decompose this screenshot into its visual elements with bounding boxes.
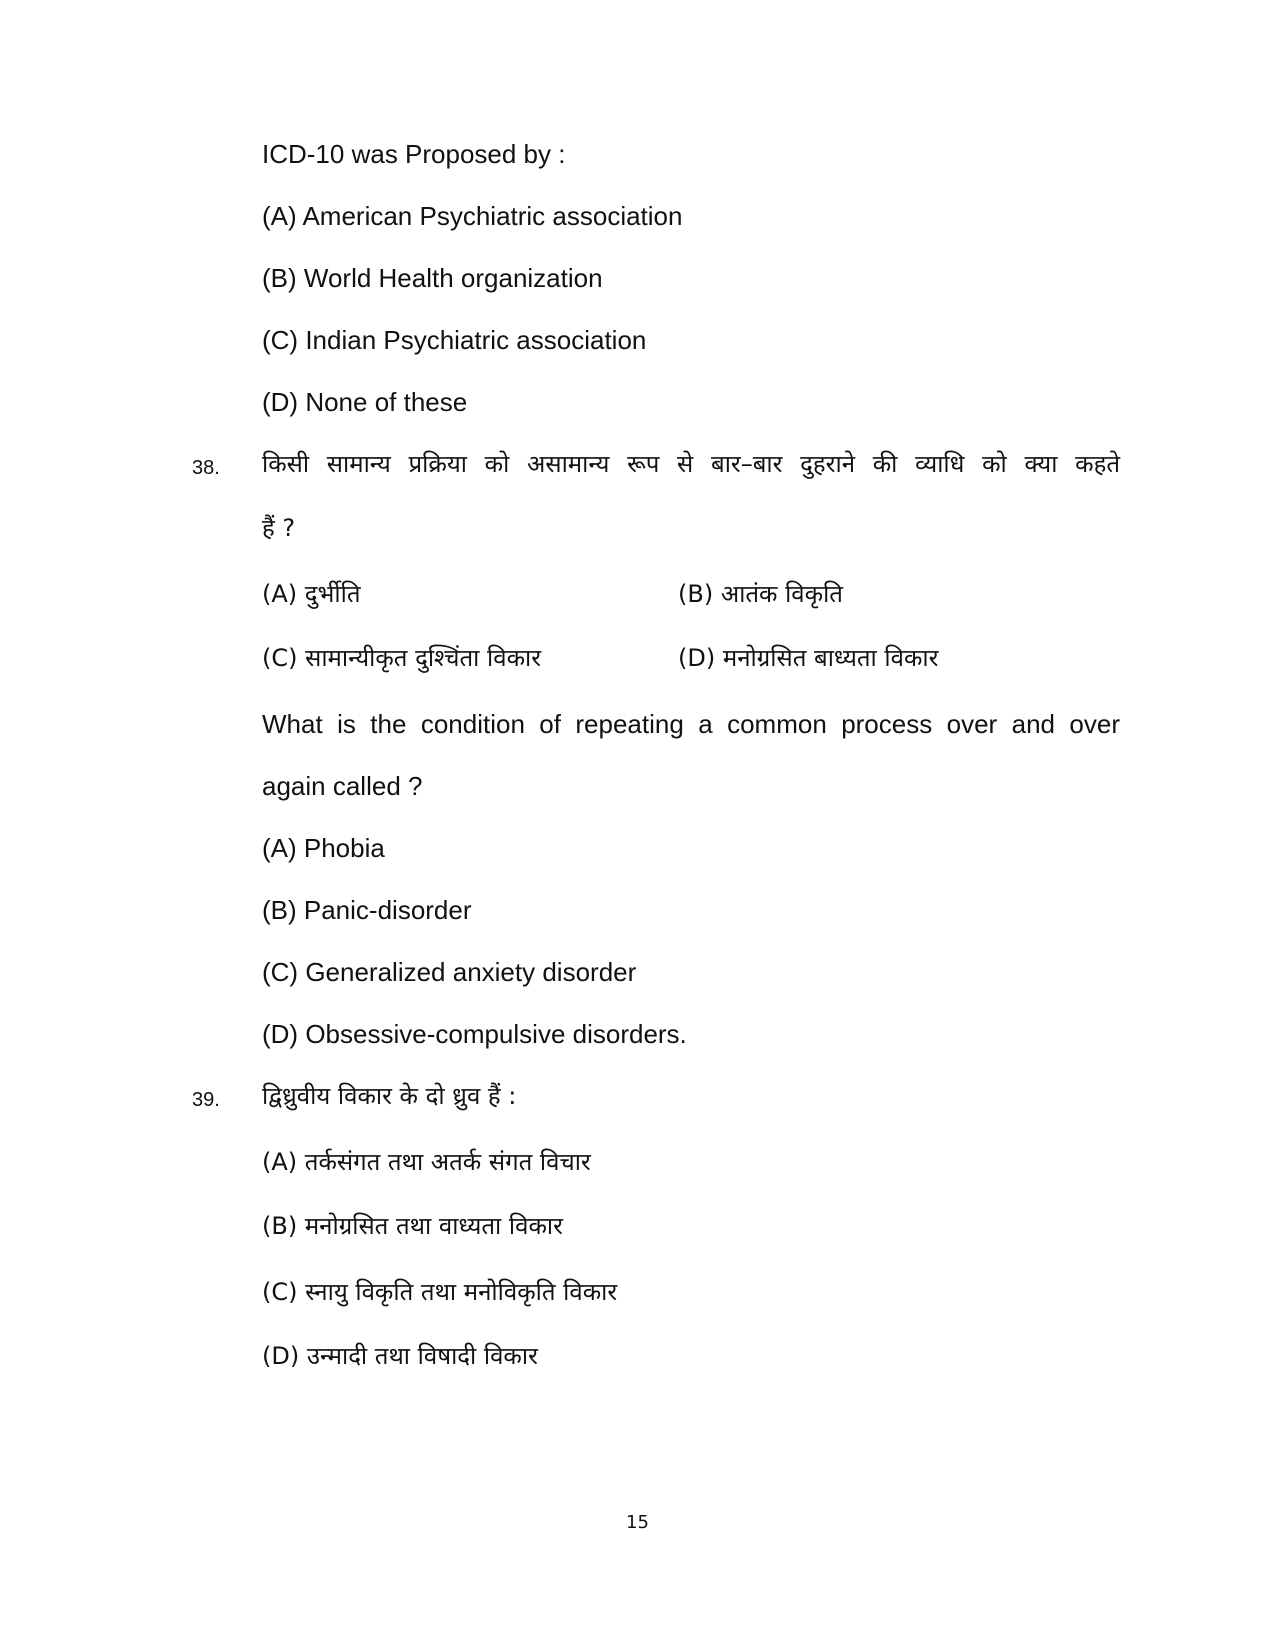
- q38-hindi-option-c: (C) सामान्यीकृत दुश्चिंता विकार: [262, 644, 542, 672]
- q38-hindi-option-b: (B) आतंक विकृति: [678, 580, 843, 608]
- q39-question-hindi: द्विध्रुवीय विकार के दो ध्रुव हैं :: [262, 1082, 517, 1110]
- q39-hindi-option-d: (D) उन्मादी तथा विषादी विकार: [262, 1342, 538, 1370]
- q38-hindi-option-a: (A) दुर्भीति: [262, 580, 361, 608]
- q38-english-option-b: (B) Panic-disorder: [262, 895, 472, 925]
- q39-hindi-option-c: (C) स्नायु विकृति तथा मनोविकृति विकार: [262, 1278, 618, 1306]
- q38-english-option-c: (C) Generalized anxiety disorder: [262, 957, 637, 987]
- q37-question: ICD-10 was Proposed by :: [262, 139, 566, 169]
- q39-hindi-option-b: (B) मनोग्रसित तथा वाध्यता विकार: [262, 1212, 563, 1240]
- q38-english-option-d: (D) Obsessive-compulsive disorders.: [262, 1019, 687, 1049]
- page-number: 15: [626, 1512, 649, 1533]
- q38-question-english-line1: What is the condition of repeating a common process over and over: [262, 709, 1120, 739]
- q37-option-a: (A) American Psychiatric association: [262, 201, 683, 231]
- q38-question-hindi-line2: हैं ?: [262, 514, 296, 542]
- q38-question-english-line2: again called ?: [262, 771, 423, 801]
- q38-english-option-a: (A) Phobia: [262, 833, 385, 863]
- q37-option-c: (C) Indian Psychiatric association: [262, 325, 647, 355]
- q37-option-b: (B) World Health organization: [262, 263, 603, 293]
- q38-hindi-option-d: (D) मनोग्रसित बाध्यता विकार: [678, 644, 939, 672]
- q39-hindi-option-a: (A) तर्कसंगत तथा अतर्क संगत विचार: [262, 1148, 591, 1176]
- q37-option-d: (D) None of these: [262, 387, 468, 417]
- q38-number: 38.: [192, 457, 220, 479]
- q39-number: 39.: [192, 1089, 220, 1111]
- q38-question-hindi-line1: किसी सामान्य प्रक्रिया को असामान्य रूप से बार–बार दुहराने की व्याधि को क्या कहते: [262, 450, 1120, 478]
